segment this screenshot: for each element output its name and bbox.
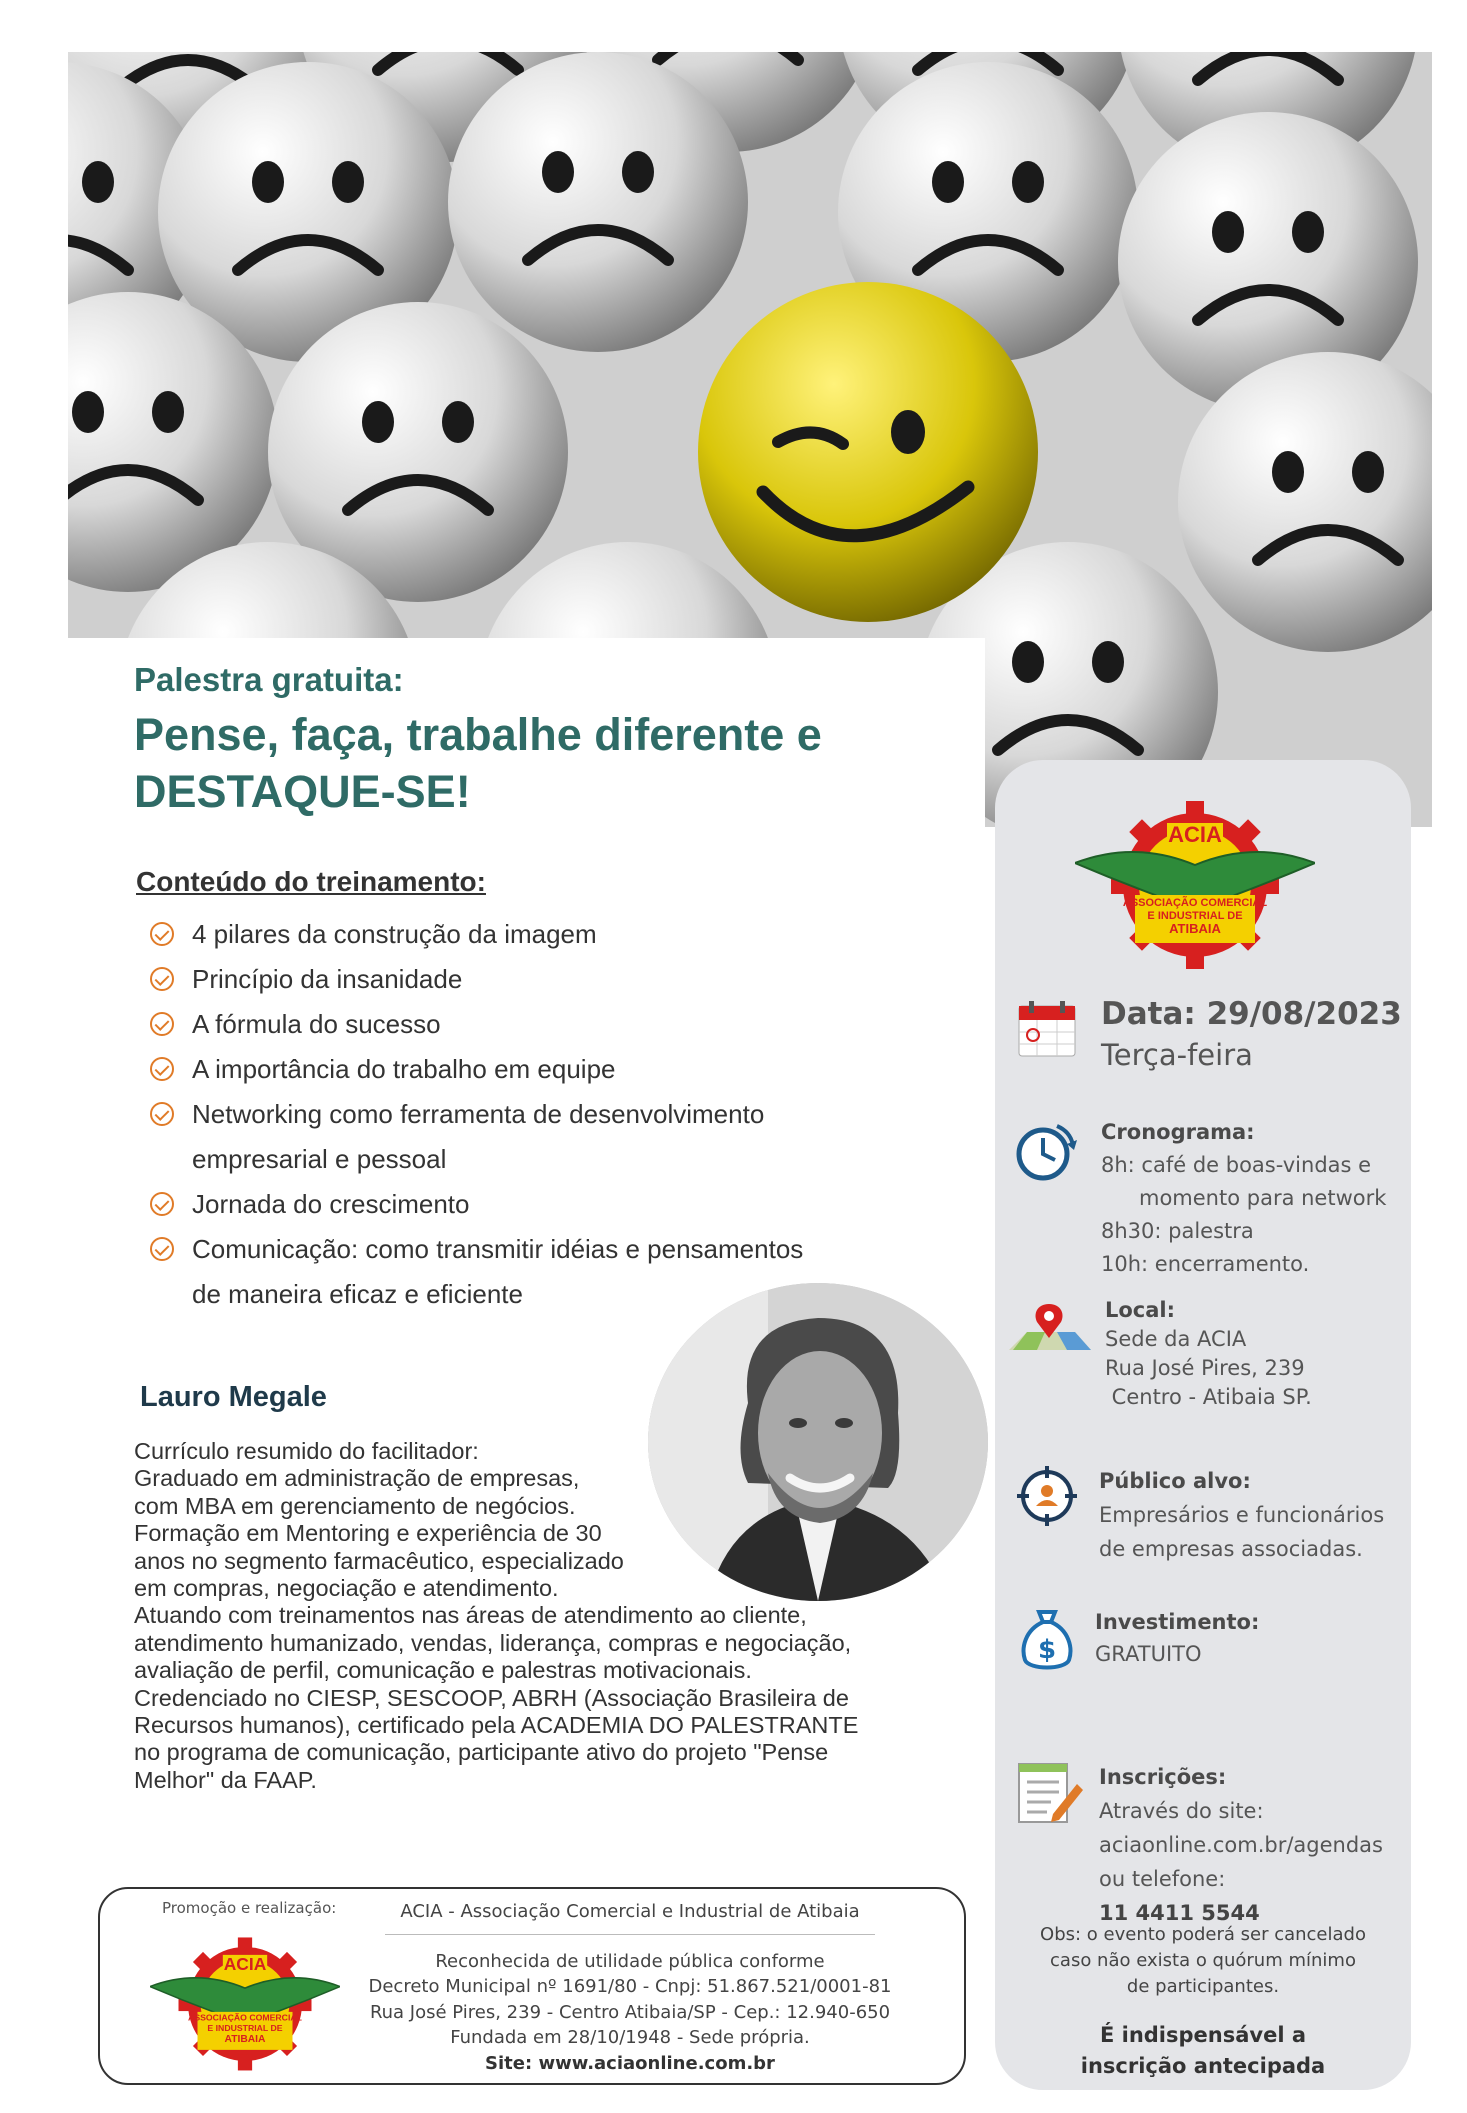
svg-text:E INDUSTRIAL DE: E INDUSTRIAL DE bbox=[207, 2022, 283, 2033]
signup-line: ou telefone: bbox=[1099, 1867, 1226, 1891]
svg-text:ACIA: ACIA bbox=[223, 1953, 267, 1974]
cancellation-note: Obs: o evento poderá ser cancelado caso não exista o quórum mínimo de participantes. bbox=[1040, 1924, 1366, 1997]
check-circle-icon bbox=[150, 922, 174, 946]
content-heading: Conteúdo do treinamento: bbox=[136, 866, 486, 897]
signup-label: Inscrições: bbox=[1099, 1765, 1227, 1789]
target-audience-icon bbox=[1017, 1466, 1077, 1526]
acia-logo-line2: E INDUSTRIAL DE bbox=[1147, 910, 1243, 922]
investment-label: Investimento: bbox=[1095, 1610, 1260, 1634]
schedule-line: 10h: encerramento. bbox=[1101, 1252, 1310, 1276]
required-signup-note: É indispensável a inscrição antecipada bbox=[1080, 2023, 1326, 2078]
check-circle-icon bbox=[150, 1057, 174, 1081]
content-list bbox=[150, 912, 910, 1317]
signup-phone: 11 4411 5544 bbox=[1099, 1901, 1260, 1925]
investment bbox=[1095, 1606, 1259, 1670]
schedule-line: 8h: café de boas-vindas e bbox=[1101, 1153, 1372, 1177]
organizer-name: ACIA - Associação Comercial e Industrial de Atibaia bbox=[400, 1901, 860, 1922]
organizer-site-link[interactable]: Site: www.aciaonline.com.br bbox=[485, 2052, 775, 2074]
location-label: Local: bbox=[1105, 1298, 1176, 1322]
audience-label: Público alvo: bbox=[1099, 1469, 1251, 1493]
list-item: Princípio da insanidade bbox=[150, 957, 910, 1002]
schedule-line: 8h30: palestra bbox=[1101, 1219, 1254, 1243]
map-pin-icon bbox=[1005, 1300, 1093, 1356]
schedule-label: Cronograma: bbox=[1101, 1120, 1255, 1144]
clock-icon bbox=[1013, 1120, 1077, 1184]
list-item-continuation: de maneira eficaz e eficiente bbox=[192, 1279, 523, 1309]
check-circle-icon bbox=[150, 967, 174, 991]
list-item: Jornada do crescimento bbox=[150, 1182, 910, 1227]
list-item: A importância do trabalho em equipe bbox=[150, 1047, 910, 1092]
schedule-line: momento para network bbox=[1139, 1186, 1387, 1210]
speaker-name: Lauro Megale bbox=[140, 1381, 327, 1413]
speaker-bio: Currículo resumido do facilitador: Graduado em administração de empresas, com MBA em gerenciamento de negócios. Formação em Mentoring e experiência de 30 anos no segmento farmacêutico, especializado em compras, negociação e atendimento. Atuando com treinamentos nas áreas de atendimento ao cliente, atendimento humanizado, vendas, liderança, compras e negociação, avaliação de perfil, comunicação e palestras motivacionais. Credenciado no CIESP, SESCOOP, ABRH (Associação Brasileira de Recursos humanos), certificado pela ACADEMIA DO PALESTRANTE no programa de comunicação, participante ativo do projeto "Pense Melhor" da FAAP. bbox=[134, 1438, 859, 1793]
check-circle-icon bbox=[150, 1012, 174, 1036]
organizer-footer bbox=[98, 1887, 966, 2085]
divider bbox=[385, 1934, 875, 1935]
event-type: Palestra gratuita: bbox=[134, 661, 404, 698]
audience bbox=[1099, 1464, 1384, 1566]
event-title bbox=[134, 706, 994, 820]
list-item: Comunicação: como transmitir idéias e pensamentos bbox=[150, 1227, 910, 1272]
audience-line: de empresas associadas. bbox=[1099, 1537, 1363, 1561]
audience-line: Empresários e funcionários bbox=[1099, 1503, 1385, 1527]
list-item: A fórmula do sucesso bbox=[150, 1002, 910, 1047]
list-item: 4 pilares da construção da imagem bbox=[150, 912, 910, 957]
location-line: Sede da ACIA bbox=[1105, 1327, 1247, 1351]
check-circle-icon bbox=[150, 1192, 174, 1216]
acia-logo bbox=[1075, 790, 1315, 970]
calendar-icon bbox=[1017, 1000, 1077, 1058]
svg-text:ASSOCIAÇÃO COMERCIAL: ASSOCIAÇÃO COMERCIAL bbox=[188, 2012, 302, 2023]
investment-value: GRATUITO bbox=[1095, 1642, 1202, 1666]
organizer-line: Rua José Pires, 239 - Centro Atibaia/SP - Cep.: 12.940-650 bbox=[369, 2001, 891, 2023]
acia-footer-logo bbox=[150, 1925, 340, 2075]
event-weekday: Terça-feira bbox=[1101, 1038, 1253, 1072]
signup-site[interactable]: aciaonline.com.br/agendas bbox=[1099, 1833, 1383, 1857]
check-circle-icon bbox=[150, 1237, 174, 1261]
event-details-sidebar bbox=[995, 760, 1411, 2090]
title-line-2: DESTAQUE-SE! bbox=[134, 766, 471, 817]
form-icon bbox=[1013, 1760, 1083, 1826]
acia-logo-name: ACIA bbox=[1168, 822, 1222, 847]
organizer-info bbox=[360, 1899, 900, 2076]
signup-line: Através do site: bbox=[1099, 1799, 1264, 1823]
event-date: Data: 29/08/2023 bbox=[1101, 996, 1402, 1032]
check-circle-icon bbox=[150, 1102, 174, 1126]
location-line: Centro - Atibaia SP. bbox=[1105, 1385, 1312, 1409]
svg-text:ATIBAIA: ATIBAIA bbox=[224, 2033, 266, 2045]
svg-text:$: $ bbox=[1037, 1635, 1057, 1665]
location-line: Rua José Pires, 239 bbox=[1105, 1356, 1305, 1380]
organizer-line: Reconhecida de utilidade pública conforme bbox=[435, 1950, 825, 1972]
title-line-1: Pense, faça, trabalhe diferente e bbox=[134, 709, 822, 760]
acia-logo-line1: ASSOCIAÇÃO COMERCIAL bbox=[1122, 897, 1268, 909]
acia-logo-line3: ATIBAIA bbox=[1169, 921, 1221, 936]
organizer-line: Fundada em 28/10/1948 - Sede própria. bbox=[450, 2027, 810, 2048]
list-item-continuation: empresarial e pessoal bbox=[192, 1144, 447, 1174]
money-bag-icon bbox=[1019, 1608, 1075, 1672]
organizer-line: Decreto Municipal nº 1691/80 - Cnpj: 51.867.521/0001-81 bbox=[368, 1976, 892, 1997]
list-item: Networking como ferramenta de desenvolvimento bbox=[150, 1092, 910, 1137]
signup bbox=[1099, 1760, 1383, 1930]
schedule bbox=[1101, 1116, 1386, 1281]
location bbox=[1105, 1296, 1312, 1412]
promo-label: Promoção e realização: bbox=[162, 1899, 337, 1917]
